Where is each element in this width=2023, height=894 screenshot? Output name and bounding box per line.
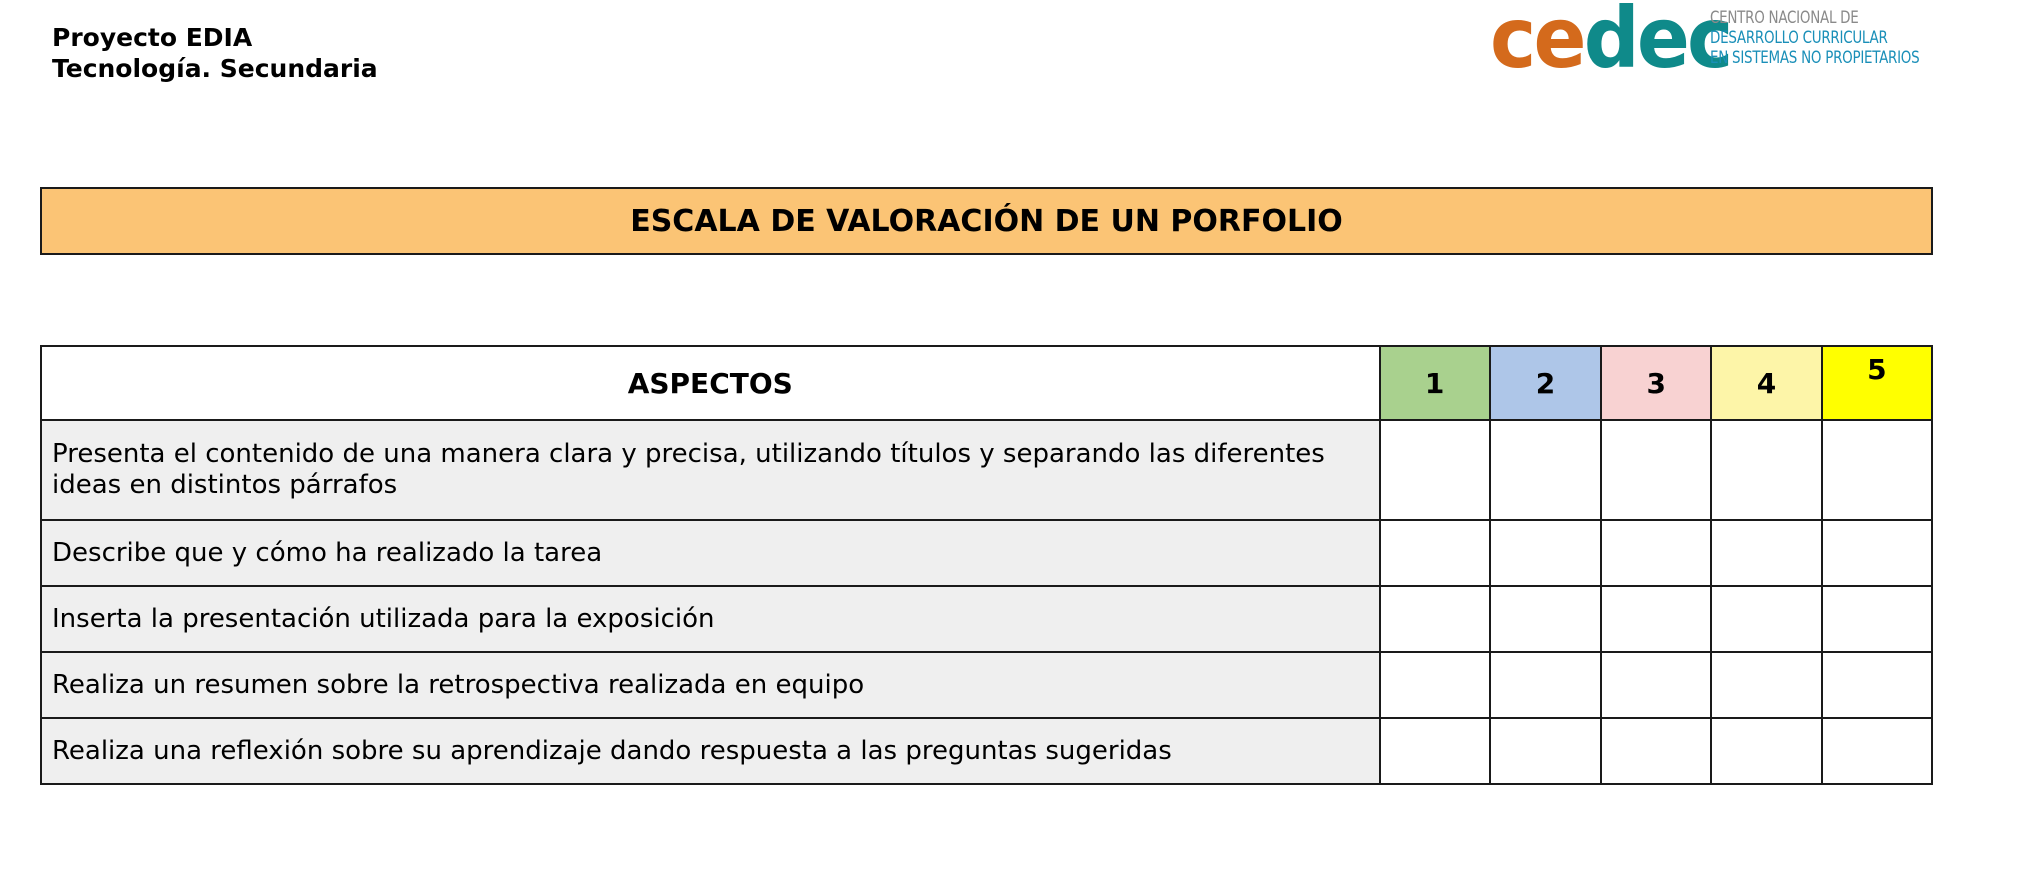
table-row [41, 520, 1932, 586]
logo-word-part1: ce [1490, 0, 1584, 87]
score-cell[interactable] [1711, 652, 1821, 718]
table-row [41, 652, 1932, 718]
score-cell[interactable] [1601, 420, 1711, 520]
score-cell[interactable] [1822, 718, 1932, 784]
table-header-row [41, 346, 1932, 420]
cedec-logo-caption [1710, 8, 1919, 68]
score-cell[interactable] [1711, 586, 1821, 652]
score-cell[interactable] [1380, 420, 1490, 520]
score-cell[interactable] [1601, 520, 1711, 586]
score-cell[interactable] [1601, 718, 1711, 784]
cedec-logo-wordmark [1490, 0, 1731, 87]
subject-level: Tecnología. Secundaria [52, 54, 378, 83]
aspect-cell: Describe que y cómo ha realizado la tarea [41, 520, 1380, 586]
score-cell[interactable] [1490, 420, 1601, 520]
aspects-column-header: ASPECTOS [41, 346, 1380, 420]
score-cell[interactable] [1711, 420, 1821, 520]
logo-caption-line1: CENTRO NACIONAL DE [1710, 8, 1859, 28]
rating-scale-table [40, 345, 1933, 785]
score-cell[interactable] [1490, 586, 1601, 652]
logo-caption-line2: DESARROLLO CURRICULAR [1710, 28, 1888, 48]
title-banner: ESCALA DE VALORACIÓN DE UN PORFOLIO [40, 187, 1933, 255]
score-cell[interactable] [1380, 586, 1490, 652]
score-cell[interactable] [1380, 718, 1490, 784]
score-header-5: 5 [1822, 346, 1932, 420]
table-row [41, 586, 1932, 652]
score-cell[interactable] [1601, 586, 1711, 652]
score-cell[interactable] [1822, 420, 1932, 520]
table-row [41, 718, 1932, 784]
logo-caption-line3: EN SISTEMAS NO PROPIETARIOS [1710, 48, 1920, 68]
aspect-cell: Realiza una reflexión sobre su aprendizaje dando respuesta a las preguntas sugeridas [41, 718, 1380, 784]
score-header-2: 2 [1490, 346, 1601, 420]
score-header-1: 1 [1380, 346, 1490, 420]
score-cell[interactable] [1822, 586, 1932, 652]
logo-word-part2: dec [1583, 0, 1731, 87]
score-cell[interactable] [1822, 652, 1932, 718]
aspect-cell: Presenta el contenido de una manera clara y precisa, utilizando títulos y separando las diferentes ideas en distintos párrafos [41, 420, 1380, 520]
score-cell[interactable] [1601, 652, 1711, 718]
score-header-3: 3 [1601, 346, 1711, 420]
aspect-cell: Inserta la presentación utilizada para la exposición [41, 586, 1380, 652]
score-cell[interactable] [1380, 652, 1490, 718]
score-header-4: 4 [1711, 346, 1821, 420]
table-row [41, 420, 1932, 520]
score-cell[interactable] [1711, 718, 1821, 784]
score-cell[interactable] [1711, 520, 1821, 586]
document-header [52, 22, 378, 84]
cedec-logo [1490, 0, 1948, 87]
score-cell[interactable] [1490, 652, 1601, 718]
score-cell[interactable] [1822, 520, 1932, 586]
score-cell[interactable] [1490, 718, 1601, 784]
project-name: Proyecto EDIA [52, 23, 253, 52]
score-cell[interactable] [1490, 520, 1601, 586]
aspect-cell: Realiza un resumen sobre la retrospectiva realizada en equipo [41, 652, 1380, 718]
score-cell[interactable] [1380, 520, 1490, 586]
